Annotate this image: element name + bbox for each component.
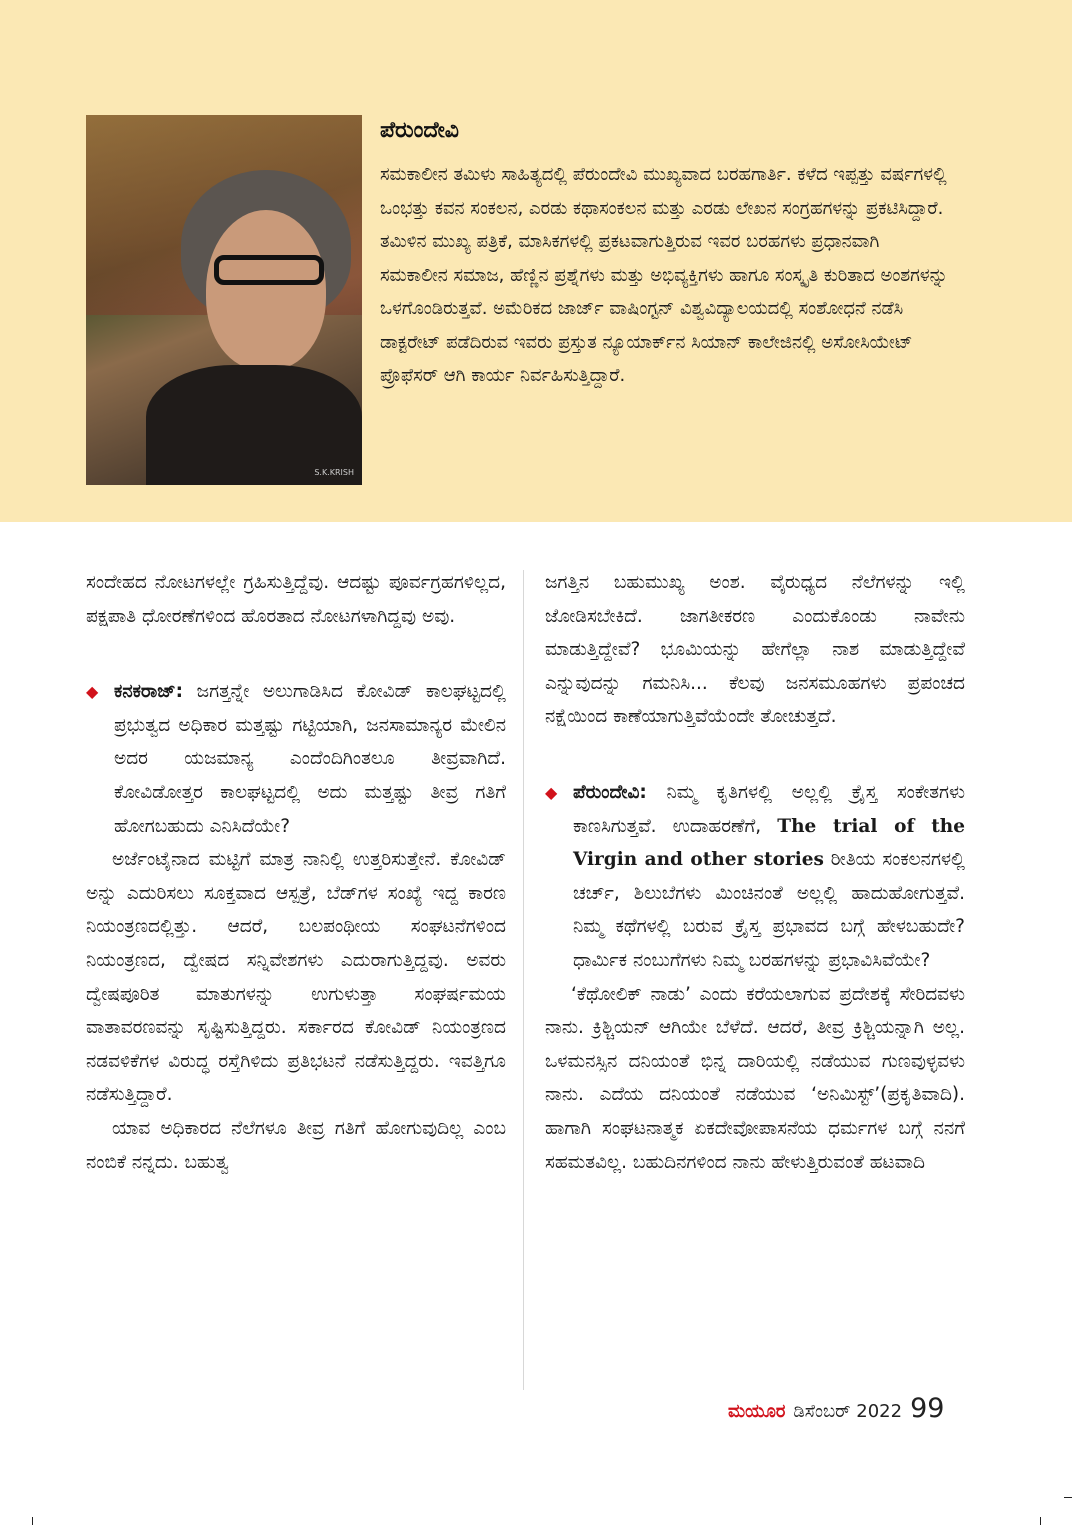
question-text-a: ನಿಮ್ಮ ಕೃತಿಗಳಲ್ಲಿ ಅಲ್ಲಲ್ಲಿ ಕ್ರೈಸ್ತ ಸಂಕೇತಗಳು ಕಾಣಸಿಗುತ್ತವೆ. ಉದಾಹರಣೆಗೆ,	[573, 781, 965, 837]
photo-body	[146, 365, 362, 485]
left-paragraph-3: ಯಾವ ಅಧಿಕಾರದ ನೆಲೆಗಳೂ ತೀವ್ರ ಗತಿಗೆ ಹೋಗುವುದಿಲ್ಲ ಎಂಬ ನಂಬಿಕೆ ನನ್ನದು. ಬಹುತ್ವ	[86, 1117, 506, 1173]
left-paragraph-2: ಅರ್ಜೆಂಟೈನಾದ ಮಟ್ಟಿಗೆ ಮಾತ್ರ ನಾನಿಲ್ಲಿ ಉತ್ತರಿಸುತ್ತೇನೆ. ಕೋವಿಡ್ ಅನ್ನು ಎದುರಿಸಲು ಸೂಕ್ತವಾದ ಆಸ್ಪತ್ರೆ, ಬೆಡ್‌ಗಳ ಸಂಖ್ಯೆ ಇದ್ದ ಕಾರಣ ನಿಯಂತ್ರಣದಲ್ಲಿತ್ತು. ಆದರೆ, ಬಲಪಂಥೀಯ ಸಂಘಟನೆಗಳಿಂದ ನಿಯಂತ್ರಣದ, ದ್ವೇಷದ ಸನ್ನಿವೇಶಗಳು ಎದುರಾಗುತ್ತಿದ್ದವು. ಅವರು ದ್ವೇಷಪೂರಿತ ಮಾತುಗಳನ್ನು ಉಗುಳುತ್ತಾ ಸಂಘರ್ಷಮಯ ವಾತಾವರಣವನ್ನು ಸೃಷ್ಟಿಸುತ್ತಿದ್ದರು. ಸರ್ಕಾರದ ಕೋವಿಡ್ ನಿಯಂತ್ರಣದ ನಡವಳಿಕೆಗಳ ವಿರುದ್ಧ ರಸ್ತೆಗಿಳಿದು ಪ್ರತಿಭಟನೆ ನಡೆಸುತ್ತಿದ್ದರು. ಇವತ್ತಿಗೂ ನಡೆಸುತ್ತಿದ್ದಾರೆ.	[86, 849, 506, 1106]
red-diamond-bullet-icon: ◆	[545, 782, 558, 802]
magazine-logo: ಮಯೂರ	[728, 1401, 786, 1422]
question-text-b: ರೀತಿಯ ಸಂಕಲನಗಳಲ್ಲಿ ಚರ್ಚ್, ಶಿಲುಬೆಗಳು ಮಿಂಚಿನಂತೆ ಅಲ್ಲಲ್ಲಿ ಹಾದುಹೋಗುತ್ತವೆ. ನಿಮ್ಮ ಕಥೆಗಳಲ್ಲಿ ಬರುವ ಕ್ರೈಸ್ತ ಪ್ರಭಾವದ ಬಗ್ಗೆ ಹೇಳಬಹುದೇ? ಧಾರ್ಮಿಕ ನಂಬುಗೆಗಳು ನಿಮ್ಮ ಬರಹಗಳನ್ನು ಪ್ರಭಾವಿಸಿವೆಯೇ?	[573, 849, 965, 971]
author-bio-box	[0, 0, 1072, 522]
red-diamond-bullet-icon: ◆	[86, 682, 99, 702]
book-title: The trial of the Virgin and other stories	[573, 815, 965, 871]
spacer	[545, 734, 965, 776]
issue-date: ಡಿಸೆಂಬರ್ 2022	[793, 1401, 903, 1422]
photo-face	[206, 210, 326, 370]
right-column	[545, 566, 965, 1179]
page-number: 99	[910, 1393, 945, 1424]
bio-text: ಸಮಕಾಲೀನ ತಮಿಳು ಸಾಹಿತ್ಯದಲ್ಲಿ ಪೆರುಂದೇವಿ ಮುಖ್ಯವಾದ ಬರಹಗಾರ್ತಿ. ಕಳೆದ ಇಪ್ಪತ್ತು ವರ್ಷಗಳಲ್ಲಿ ಒಂಭತ್ತು ಕವನ ಸಂಕಲನ, ಎರಡು ಕಥಾಸಂಕಲನ ಮತ್ತು ಎರಡು ಲೇಖನ ಸಂಗ್ರಹಗಳನ್ನು ಪ್ರಕಟಿಸಿದ್ದಾರೆ. ತಮಿಳಿನ ಮುಖ್ಯ ಪತ್ರಿಕೆ, ಮಾಸಿಕಗಳಲ್ಲಿ ಪ್ರಕಟವಾಗುತ್ತಿರುವ ಇವರ ಬರಹಗಳು ಪ್ರಧಾನವಾಗಿ ಸಮಕಾಲೀನ ಸಮಾಜ, ಹೆಣ್ಣಿನ ಪ್ರಶ್ನೆಗಳು ಮತ್ತು ಅಭಿವ್ಯಕ್ತಿಗಳು ಹಾಗೂ ಸಂಸ್ಕೃತಿ ಕುರಿತಾದ ಅಂಶಗಳನ್ನು ಒಳಗೊಂಡಿರುತ್ತವೆ. ಅಮೆರಿಕದ ಜಾರ್ಜ್ ವಾಷಿಂಗ್ಟನ್ ವಿಶ್ವವಿದ್ಯಾಲಯದಲ್ಲಿ ಸಂಶೋಧನೆ ನಡೆಸಿ ಡಾಕ್ಟರೇಟ್ ಪಡೆದಿರುವ ಇವರು ಪ್ರಸ್ತುತ ನ್ಯೂಯಾರ್ಕ್‌ನ ಸಿಯಾನ್ ಕಾಲೇಜಿನಲ್ಲಿ ಅಸೋಸಿಯೇಟ್ ಪ್ರೊಫೆಸರ್ ಆಗಿ ಕಾರ್ಯ ನಿರ್ವಹಿಸುತ್ತಿದ್ದಾರೆ.	[380, 164, 948, 386]
right-paragraph-2: ‘ಕೆಥೋಲಿಕ್ ನಾಡು’ ಎಂದು ಕರೆಯಲಾಗುವ ಪ್ರದೇಶಕ್ಕೆ ಸೇರಿದವಳು ನಾನು. ಕ್ರಿಶ್ಚಿಯನ್ ಆಗಿಯೇ ಬೆಳೆದೆ. ಆದರೆ, ತೀವ್ರ ಕ್ರಿಶ್ಚಿಯನ್ನಾಗಿ ಅಲ್ಲ. ಒಳಮನಸ್ಸಿನ ದನಿಯಂತೆ ಭಿನ್ನ ದಾರಿಯಲ್ಲಿ ನಡೆಯುವ ಗುಣವುಳ್ಳವಳು ನಾನು. ಎದೆಯ ದನಿಯಂತೆ ನಡೆಯುವ ‘ಅನಿಮಿಸ್ಟ್’(ಪ್ರಕೃತಿವಾದಿ). ಹಾಗಾಗಿ ಸಂಘಟನಾತ್ಮಕ ಏಕದೇವೋಪಾಸನೆಯ ಧರ್ಮಗಳ ಬಗ್ಗೆ ನನಗೆ ಸಹಮತವಿಲ್ಲ. ಬಹುದಿನಗಳಿಂದ ನಾನು ಹೇಳುತ್ತಿರುವಂತೆ ಹಟವಾದಿ	[545, 983, 965, 1173]
photo-glasses	[214, 255, 324, 285]
question-text: ಜಗತ್ತನ್ನೇ ಅಲುಗಾಡಿಸಿದ ಕೋವಿಡ್ ಕಾಲಘಟ್ಟದಲ್ಲಿ ಪ್ರಭುತ್ವದ ಅಧಿಕಾರ ಮತ್ತಷ್ಟು ಗಟ್ಟಿಯಾಗಿ, ಜನಸಾಮಾನ್ಯರ ಮೇಲಿನ ಅದರ ಯಜಮಾನ್ಯ ಎಂದೆಂದಿಗಿಂತಲೂ ತೀವ್ರವಾಗಿದೆ. ಕೋವಿಡೋತ್ತರ ಕಾಲಘಟ್ಟದಲ್ಲಿ ಅದು ಮತ್ತಷ್ಟು ತೀವ್ರ ಗತಿಗೆ ಹೋಗಬಹುದು ಎನಿಸಿದೆಯೇ?	[114, 681, 506, 837]
crop-mark-right-edge	[1064, 1497, 1072, 1498]
question-kanakaraj	[86, 675, 506, 843]
spacer	[86, 633, 506, 675]
author-photo	[86, 115, 362, 485]
column-divider	[523, 570, 524, 1390]
left-column	[86, 566, 506, 1179]
speaker-kanakaraj: ಕನಕರಾಜ್:	[114, 681, 184, 703]
left-paragraph-1: ಸಂದೇಹದ ನೋಟಗಳಲ್ಲೇ ಗ್ರಹಿಸುತ್ತಿದ್ದೆವು. ಆದಷ್ಟು ಪೂರ್ವಗ್ರಹಗಳಿಲ್ಲದ, ಪಕ್ಷಪಾತಿ ಧೋರಣೆಗಳಿಂದ ಹೊರತಾದ ನೋಟಗಳಾಗಿದ್ದವು ಅವು.	[86, 572, 506, 627]
photo-credit: S.K.KRISH	[314, 468, 354, 477]
bio-name: ಪೆರುಂದೇವಿ	[380, 118, 459, 143]
right-paragraph-1: ಜಗತ್ತಿನ ಬಹುಮುಖ್ಯ ಅಂಶ. ವೈರುಧ್ಯದ ನೆಲೆಗಳನ್ನು ಇಲ್ಲಿ ಜೋಡಿಸಬೇಕಿದೆ. ಜಾಗತೀಕರಣ ಎಂದುಕೊಂಡು ನಾವೇನು ಮಾಡುತ್ತಿದ್ದೇವೆ? ಭೂಮಿಯನ್ನು ಹೇಗೆಲ್ಲಾ ನಾಶ ಮಾಡುತ್ತಿದ್ದೇವೆ ಎನ್ನುವುದನ್ನು ಗಮನಿಸಿ... ಕೆಲವು ಜನಸಮೂಹಗಳು ಪ್ರಪಂಚದ ನಕ್ಷೆಯಿಂದ ಕಾಣೆಯಾಗುತ್ತಿವೆಯೆಂದೇ ತೋಚುತ್ತದೆ.	[545, 572, 965, 728]
crop-mark-bottom-right	[1040, 1517, 1041, 1525]
speaker-perundevi: ಪೆರುಂದೇವಿ:	[573, 781, 647, 803]
crop-mark-bottom-left	[32, 1517, 33, 1525]
question-perundevi	[545, 776, 965, 978]
page-footer	[728, 1393, 944, 1429]
